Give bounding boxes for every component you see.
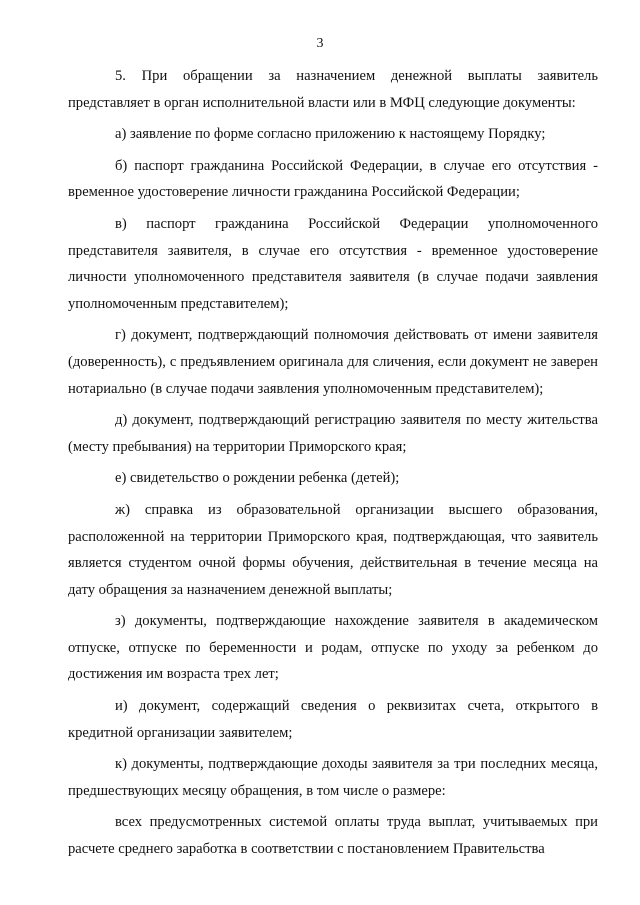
paragraph-subitem-k: к) документы, подтверждающие доходы заявителя за три последних месяца, предшествующих месяцу обращения, в том числе о размере: [68,756,598,799]
paragraph-continuation: всех предусмотренных системой оплаты труда выплат, учитываемых при расчете среднего заработка в соответствии с постановлением Правительства [68,814,598,858]
document-body [68,63,598,868]
paragraph-subitem-i: и) документ, содержащий сведения о реквизитах счета, открытого в кредитной организации заявителем; [68,698,598,741]
paragraph-subitem-v: в) паспорт гражданина Российской Федерации уполномоченного представителя заявителя, в случае его отсутствия - временное удостоверение личности уполномоченного представителя заявителя (в случае подачи заявления уполномоченным представителем); [68,215,598,312]
paragraph-subitem-g: г) документ, подтверждающий полномочия действовать от имени заявителя (доверенность), с предъявлением оригинала для сличения, если документ не заверен нотариально (в случае подачи заявления уполномоченным представителем); [68,327,598,397]
paragraph-subitem-b: б) паспорт гражданина Российской Федерации, в случае его отсутствия - временное удостоверение личности гражданина Российской Федерации; [68,157,598,201]
paragraph-subitem-z: з) документы, подтверждающие нахождение заявителя в академическом отпуске, отпуске по беременности и родам, отпуске по уходу за ребенком до достижения им возраста трех лет; [68,613,598,683]
paragraph-subitem-zh: ж) справка из образовательной организации высшего образования, расположенной на территории Приморского края, подтверждающая, что заявитель является студентом очной формы обучения, действительная в течение месяца на дату обращения за назначением денежной выплаты; [68,501,598,598]
page-number: 3 [316,36,324,51]
paragraph-subitem-d: д) документ, подтверждающий регистрацию заявителя по месту жительства (месту пребывания) на территории Приморского края; [68,412,598,455]
paragraph-item-5: 5. При обращении за назначением денежной выплаты заявитель представляет в орган исполнительной власти или в МФЦ следующие документы: [68,68,598,111]
paragraph-subitem-e: е) свидетельство о рождении ребенка (детей); [115,470,400,487]
paragraph-subitem-a: а) заявление по форме согласно приложению к настоящему Порядку; [115,126,546,143]
